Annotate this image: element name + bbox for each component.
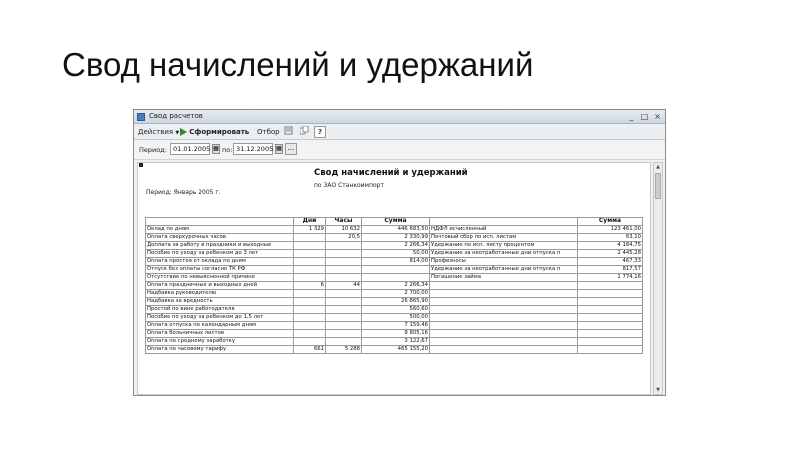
table-row	[146, 338, 643, 346]
table-row	[146, 290, 643, 298]
report-subtitle: по ЗАО Станкоимпорт	[314, 182, 384, 189]
sum-cell: 26 865,90	[362, 298, 430, 306]
copy-icon[interactable]	[298, 126, 310, 138]
deduction-sum-cell: 63,10	[578, 234, 643, 242]
deduction-name-cell	[430, 346, 578, 354]
deduction-sum-cell	[578, 298, 643, 306]
table-row	[146, 258, 643, 266]
deduction-sum-cell	[578, 282, 643, 290]
deduction-sum-cell	[578, 330, 643, 338]
days-cell: 1 329	[294, 226, 326, 234]
vertical-scrollbar[interactable]	[653, 162, 663, 395]
header-hours: Часы	[326, 218, 362, 226]
table-body	[146, 226, 643, 354]
sum-cell: 446 683,50	[362, 226, 430, 234]
hours-cell	[326, 266, 362, 274]
deduction-name-cell	[430, 314, 578, 322]
deduction-name-cell	[430, 322, 578, 330]
accruals-table	[145, 217, 643, 354]
days-cell	[294, 290, 326, 298]
sum-cell: 560,60	[362, 306, 430, 314]
days-cell	[294, 338, 326, 346]
sum-cell: 2 700,00	[362, 290, 430, 298]
table-row	[146, 274, 643, 282]
deduction-name-cell: Погашение займа	[430, 274, 578, 282]
table-row	[146, 266, 643, 274]
sum-cell: 50,00	[362, 250, 430, 258]
report-area	[137, 162, 651, 395]
generate-label: Сформировать	[189, 128, 250, 136]
table-row	[146, 282, 643, 290]
accrual-name-cell: Пособие по уходу за ребенком до 1,5 лет	[146, 314, 294, 322]
table-row	[146, 346, 643, 354]
header-deduction-sum: Сумма	[578, 218, 643, 226]
report-title: Свод начислений и удержаний	[314, 168, 468, 178]
report-period: Период: Январь 2005 г.	[146, 189, 221, 196]
header-accrual	[146, 218, 294, 226]
sum-cell: 9 805,16	[362, 330, 430, 338]
settings-icon[interactable]	[282, 126, 294, 138]
window-title: Свод расчетов	[149, 112, 203, 120]
table-row	[146, 234, 643, 242]
accrual-name-cell: Оплата простоя от оклада по дням	[146, 258, 294, 266]
days-cell	[294, 306, 326, 314]
period-from-input[interactable]: 01.01.2005	[170, 143, 210, 155]
sum-cell: 2 330,99	[362, 234, 430, 242]
deduction-name-cell	[430, 330, 578, 338]
deduction-sum-cell	[578, 314, 643, 322]
hours-cell: 44	[326, 282, 362, 290]
chevron-down-icon: ▼	[175, 130, 180, 136]
days-cell	[294, 266, 326, 274]
deduction-sum-cell	[578, 346, 643, 354]
sum-cell: 465 155,20	[362, 346, 430, 354]
accrual-name-cell: Надбавка за вредность	[146, 298, 294, 306]
deduction-name-cell	[430, 306, 578, 314]
table-row	[146, 330, 643, 338]
toolbar	[134, 124, 665, 140]
days-cell	[294, 274, 326, 282]
deduction-name-cell	[430, 298, 578, 306]
period-to-label: по:	[222, 146, 233, 154]
hours-cell: 10 632	[326, 226, 362, 234]
days-cell	[294, 322, 326, 330]
hours-cell	[326, 314, 362, 322]
table-row	[146, 322, 643, 330]
accrual-name-cell: Пособие по уходу за ребенком до 3 лет	[146, 250, 294, 258]
scroll-down-icon[interactable]: ▼	[656, 387, 660, 393]
hours-cell	[326, 338, 362, 346]
table-row	[146, 306, 643, 314]
days-cell	[294, 258, 326, 266]
sum-cell	[362, 274, 430, 282]
days-cell	[294, 330, 326, 338]
period-label: Период:	[139, 146, 167, 154]
section-marker	[139, 163, 143, 167]
accrual-name-cell: Оплата праздничных и выходных дней	[146, 282, 294, 290]
deduction-name-cell: Удержание по исп. листу процентом	[430, 242, 578, 250]
deduction-name-cell: Удержание за неотработанные дни отпуска п	[430, 250, 578, 258]
deduction-sum-cell: 1 774,16	[578, 274, 643, 282]
deduction-sum-cell: 817,57	[578, 266, 643, 274]
days-cell	[294, 250, 326, 258]
hours-cell	[326, 258, 362, 266]
sum-cell	[362, 266, 430, 274]
hours-cell	[326, 290, 362, 298]
hours-cell	[326, 330, 362, 338]
calendar-icon[interactable]: ▦	[276, 145, 282, 152]
days-cell	[294, 234, 326, 242]
deduction-name-cell: Удержание за неотработанные дни отпуска п	[430, 266, 578, 274]
deduction-sum-cell: 2 445,28	[578, 250, 643, 258]
table-row	[146, 242, 643, 250]
minimize-button[interactable]: _	[629, 112, 634, 121]
hours-cell	[326, 242, 362, 250]
hours-cell	[326, 250, 362, 258]
slide-title: Свод начислений и удержаний	[62, 46, 534, 83]
deduction-name-cell	[430, 282, 578, 290]
accrual-name-cell: Оплата по среднему заработку	[146, 338, 294, 346]
days-cell: 661	[294, 346, 326, 354]
table-row	[146, 250, 643, 258]
sum-cell: 814,00	[362, 258, 430, 266]
sum-cell: 2 266,34	[362, 282, 430, 290]
deduction-sum-cell	[578, 338, 643, 346]
accrual-name-cell: Простой по вине работодателя	[146, 306, 294, 314]
filter-button[interactable]: Отбор	[257, 128, 280, 136]
deduction-sum-cell	[578, 322, 643, 330]
hours-cell: 20,5	[326, 234, 362, 242]
actions-label: Действия	[138, 128, 174, 136]
table-row	[146, 298, 643, 306]
generate-button[interactable]	[180, 126, 249, 138]
deduction-name-cell: Профвзносы	[430, 258, 578, 266]
help-button[interactable]: ?	[314, 126, 326, 138]
accrual-name-cell: Отпуск без оплаты согласно ТК РФ	[146, 266, 294, 274]
accrual-name-cell: Оплата отпуска по календарным дням	[146, 322, 294, 330]
days-cell	[294, 298, 326, 306]
maximize-button[interactable]: □	[640, 112, 649, 121]
header-days: Дни	[294, 218, 326, 226]
window-app-icon	[137, 113, 145, 121]
sum-cell: 500,00	[362, 314, 430, 322]
header-deduction	[430, 218, 578, 226]
header-sum: Сумма	[362, 218, 430, 226]
sum-cell: 3 122,67	[362, 338, 430, 346]
close-button[interactable]: ×	[654, 112, 661, 121]
deduction-sum-cell	[578, 290, 643, 298]
calendar-icon[interactable]: ▦	[213, 145, 219, 152]
scroll-thumb[interactable]	[655, 173, 661, 199]
report-window	[133, 109, 666, 396]
deduction-sum-cell	[578, 306, 643, 314]
accrual-name-cell: Доплата за работу в праздники и выходные	[146, 242, 294, 250]
days-cell	[294, 242, 326, 250]
actions-menu[interactable]	[138, 126, 179, 138]
table-row	[146, 226, 643, 234]
deduction-name-cell	[430, 290, 578, 298]
deduction-name-cell	[430, 338, 578, 346]
accrual-name-cell: Отсутствие по невыясненной причине	[146, 274, 294, 282]
accrual-name-cell: Надбавка руководителю	[146, 290, 294, 298]
sum-cell: 7 159,46	[362, 322, 430, 330]
table-row	[146, 314, 643, 322]
hours-cell	[326, 274, 362, 282]
play-icon	[180, 128, 187, 136]
accrual-name-cell: Оплата сверхурочных часов	[146, 234, 294, 242]
days-cell: 6	[294, 282, 326, 290]
table-header-row	[146, 218, 643, 226]
scroll-up-icon[interactable]: ▲	[656, 164, 660, 170]
deduction-sum-cell: 467,33	[578, 258, 643, 266]
deduction-name-cell: НДФЛ исчисленный	[430, 226, 578, 234]
sum-cell: 2 266,34	[362, 242, 430, 250]
accrual-name-cell: Оплата больничных листов	[146, 330, 294, 338]
period-bar	[134, 140, 665, 160]
hours-cell: 5 288	[326, 346, 362, 354]
window-titlebar[interactable]	[134, 110, 665, 124]
hours-cell	[326, 298, 362, 306]
hours-cell	[326, 306, 362, 314]
period-to-input[interactable]: 31.12.2005	[233, 143, 273, 155]
days-cell	[294, 314, 326, 322]
accrual-name-cell: Оклад по дням	[146, 226, 294, 234]
accrual-name-cell: Оплата по часовому тарифу	[146, 346, 294, 354]
hours-cell	[326, 322, 362, 330]
period-select-button[interactable]: ...	[285, 143, 297, 155]
deduction-sum-cell: 4 184,75	[578, 242, 643, 250]
deduction-sum-cell: 123 461,00	[578, 226, 643, 234]
deduction-name-cell: Почтовый сбор по исп. листам	[430, 234, 578, 242]
